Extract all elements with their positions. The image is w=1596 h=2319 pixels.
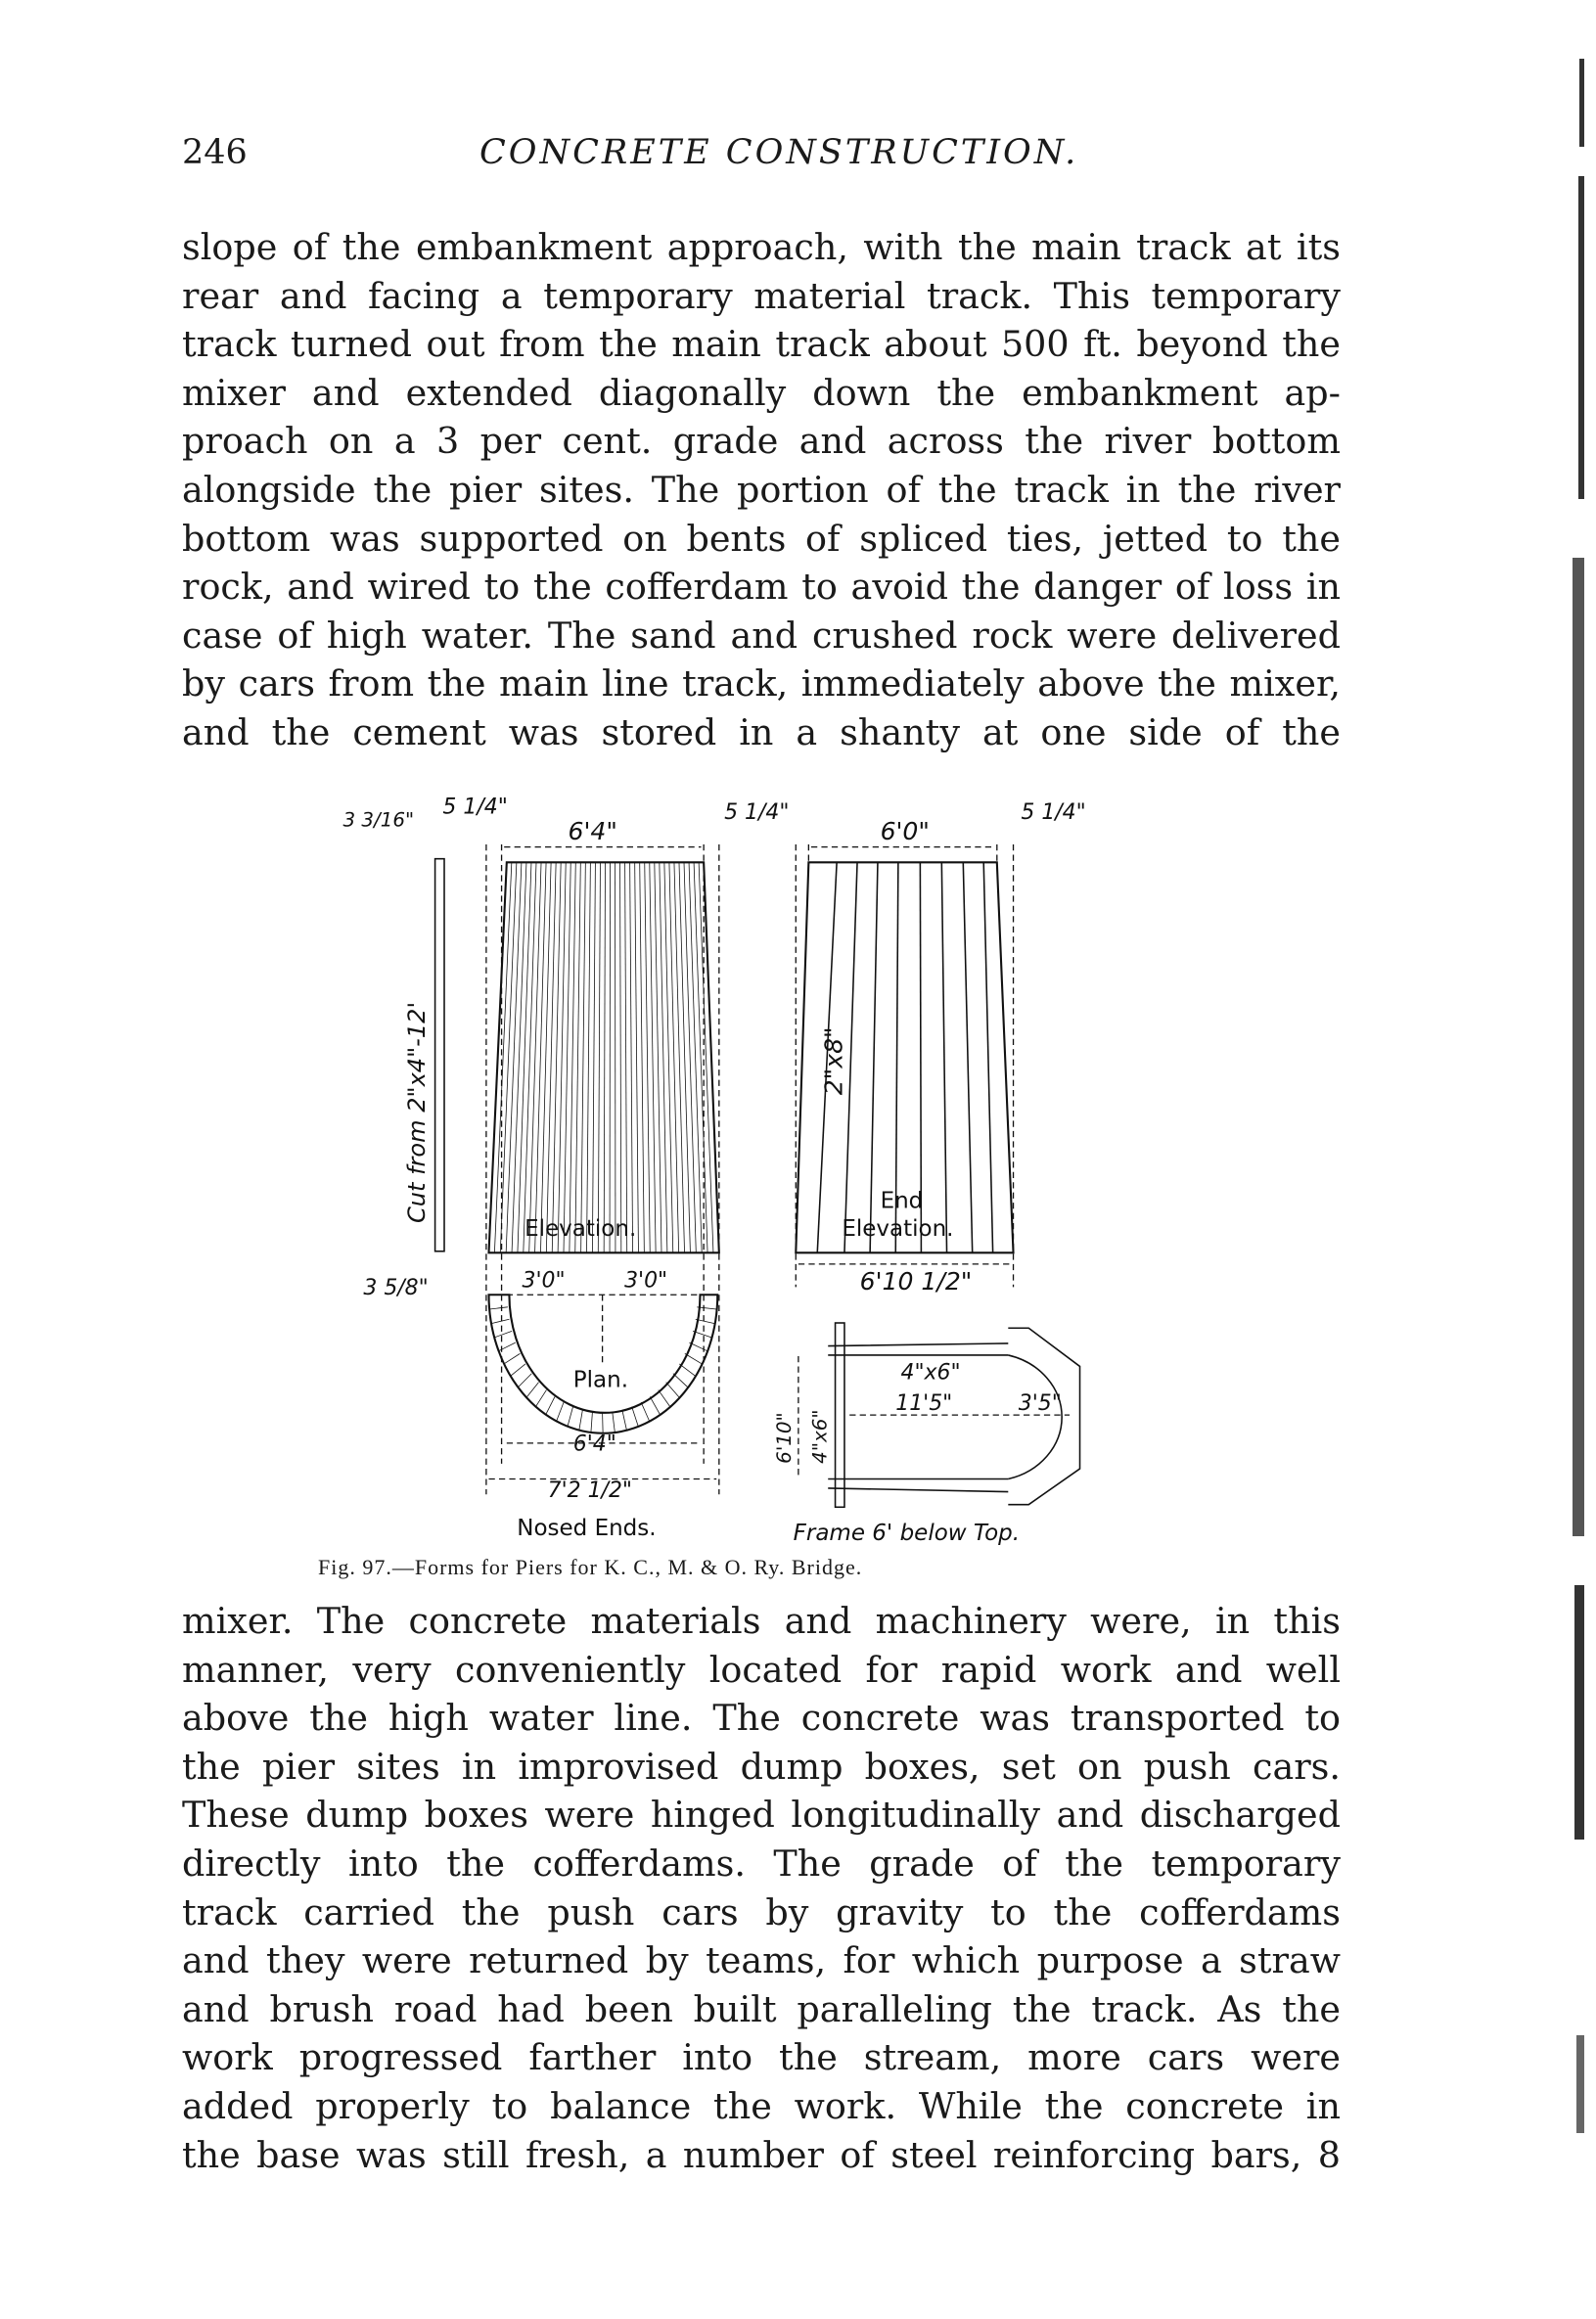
elevation-plank	[689, 862, 702, 1252]
elevation-plank	[640, 862, 645, 1252]
elevation-plank	[664, 862, 673, 1252]
label-plan-inner: 6'4"	[572, 1432, 616, 1457]
label-elev-offset: 5 1/4"	[442, 795, 508, 820]
label-frame-side: 6'10"	[773, 1412, 797, 1464]
elevation-plank	[604, 862, 605, 1252]
text-line: added properly to balance the work. While the concrete in	[182, 2084, 1341, 2127]
elevation-plank	[524, 862, 536, 1252]
label-end-elevation-2: Elevation.	[842, 1216, 954, 1243]
plan-block	[526, 1383, 538, 1398]
paragraph-2	[182, 1597, 1341, 2179]
text-line: rock, and wired to the cofferdam to avoid the danger of loss in	[182, 566, 1341, 609]
scan-edge-mark	[1579, 59, 1584, 147]
scan-edge-mark	[1573, 558, 1584, 1536]
label-plan-r1: 3'0"	[522, 1268, 566, 1294]
text-line: mixer and extended diagonally down the embankment ap-	[182, 371, 1341, 414]
plan-block	[693, 1331, 711, 1337]
frame-nose	[1008, 1328, 1079, 1504]
plan-block	[689, 1342, 707, 1351]
text-line: case of high water. The sand and crushed rock were delivered	[182, 614, 1341, 657]
label-frame-nose: 3'5"	[1018, 1390, 1062, 1416]
text-line: alongside the pier sites. The portion of the track in the river	[182, 468, 1341, 511]
text-line: and the cement was stored in a shanty at one side of the	[182, 710, 1341, 753]
elevation-plank	[592, 862, 595, 1252]
elevation-plank	[587, 862, 591, 1252]
cut-strip	[435, 859, 444, 1251]
text-line: These dump boxes were hinged longitudinally and discharged	[182, 1794, 1341, 1837]
paragraph-1	[182, 223, 1341, 757]
elevation-plank	[625, 862, 627, 1252]
label-strip-top: 3 3/16"	[342, 808, 415, 832]
label-strip-note: Cut from 2"x4"-12'	[403, 1001, 432, 1224]
plan-block	[491, 1319, 509, 1323]
text-line: slope of the embankment approach, with the main track at its	[182, 226, 1341, 268]
plan-block	[489, 1307, 508, 1309]
text-line: by cars from the main line track, immediately above the mixer,	[182, 662, 1341, 705]
plan-block	[641, 1402, 649, 1421]
label-frame-post: 4"x6"	[808, 1409, 832, 1464]
text-line: manner, very conveniently located for rapid work and well	[182, 1648, 1341, 1691]
plan-block	[685, 1353, 702, 1363]
elevation-plank	[669, 862, 679, 1252]
plan-block	[632, 1407, 639, 1427]
plan-block	[679, 1364, 695, 1376]
label-elevation: Elevation.	[524, 1216, 637, 1243]
plan-block	[650, 1396, 660, 1414]
elevation-plank	[570, 862, 575, 1252]
plan-block	[568, 1407, 572, 1427]
text-line: proach on a 3 per cent. grade and across the river bottom	[182, 420, 1341, 463]
label-end-offset: 5 1/4"	[1021, 799, 1086, 825]
elevation-plank	[581, 862, 586, 1252]
elevation-plank	[645, 862, 650, 1252]
text-line: above the high water line. The concrete was transported to	[182, 1697, 1341, 1740]
label-gap: 5 1/4"	[724, 799, 790, 825]
elevation-plank	[535, 862, 547, 1252]
plan-block	[557, 1402, 564, 1421]
elevation-plank	[630, 862, 633, 1252]
text-line: the pier sites in improvised dump boxes, set on push cars.	[182, 1745, 1341, 1788]
text-line: track carried the push cars by gravity to the cofferdams	[182, 1890, 1341, 1933]
text-line: work progressed farther into the stream, more cars were	[182, 2036, 1341, 2079]
text-line: track turned out from the main track about 500 ft. beyond the	[182, 323, 1341, 366]
label-end-base: 6'10 1/2"	[859, 1267, 973, 1296]
plan-block	[579, 1410, 583, 1430]
label-end-width: 6'0"	[880, 816, 930, 845]
text-line: the base was still fresh, a number of steel reinforcing bars, 8	[182, 2133, 1341, 2176]
plan-nose	[489, 1295, 718, 1433]
plan-block	[673, 1374, 688, 1387]
elevation-plank	[546, 862, 556, 1252]
label-plan-r2: 3'0"	[624, 1268, 668, 1294]
plan-block	[666, 1383, 679, 1398]
label-plank: 2"x8"	[819, 1026, 848, 1096]
label-frame-title: Frame 6' below Top.	[793, 1521, 1021, 1547]
label-elev-width: 6'4"	[568, 816, 617, 845]
label-plan-outer: 7'2 1/2"	[547, 1478, 633, 1503]
elevation-plank	[575, 862, 581, 1252]
elevation-plank	[598, 862, 600, 1252]
plan-block	[518, 1374, 531, 1387]
plan-block	[504, 1353, 520, 1363]
elevation-plank	[684, 862, 696, 1252]
label-nosed-ends: Nosed Ends.	[517, 1516, 657, 1542]
plan-block	[591, 1412, 592, 1432]
figure-pier-forms	[333, 783, 1135, 1551]
text-line: bottom was supported on bents of spliced ties, jetted to the	[182, 517, 1341, 560]
elevation-plank	[674, 862, 685, 1252]
elevation-plank	[635, 862, 639, 1252]
text-line: mixer. The concrete materials and machinery were, in this	[182, 1600, 1341, 1642]
scan-edge-mark	[1576, 2035, 1584, 2133]
plan-block	[546, 1396, 555, 1414]
page-number: 246	[182, 133, 248, 172]
elevation-plank	[679, 862, 690, 1252]
elevation-plank	[540, 862, 551, 1252]
scan-edge-mark	[1574, 1585, 1584, 1840]
plan-block	[603, 1413, 604, 1433]
plan-block	[622, 1410, 627, 1430]
label-frame-top: 4"x6"	[900, 1360, 961, 1386]
elevation-plank	[620, 862, 621, 1252]
scan-edge-mark	[1578, 176, 1584, 499]
plan-block	[613, 1412, 616, 1432]
plan-block	[536, 1390, 547, 1407]
running-title: CONCRETE CONSTRUCTION.	[479, 133, 1079, 172]
label-plan: Plan.	[572, 1367, 629, 1393]
text-line: and brush road had been built paralleling the track. As the	[182, 1987, 1341, 2030]
plan-block	[511, 1364, 525, 1376]
elevation-plank	[529, 862, 541, 1252]
elevation-plank	[650, 862, 656, 1252]
elevation-plank	[552, 862, 561, 1252]
text-line: rear and facing a temporary material track. This temporary	[182, 274, 1341, 317]
label-frame-len: 11'5"	[895, 1390, 953, 1416]
plan-block	[659, 1390, 670, 1407]
label-strip-bottom: 3 5/8"	[363, 1276, 429, 1301]
label-end-elevation-1: End	[880, 1188, 924, 1214]
plan-block	[494, 1331, 512, 1337]
figure-caption: Fig. 97.—Forms for Piers for K. C., M. & O. Ry. Bridge.	[318, 1555, 863, 1579]
text-line: directly into the cofferdams. The grade of the temporary	[182, 1842, 1341, 1885]
text-line: and they were returned by teams, for which purpose a straw	[182, 1939, 1341, 1982]
